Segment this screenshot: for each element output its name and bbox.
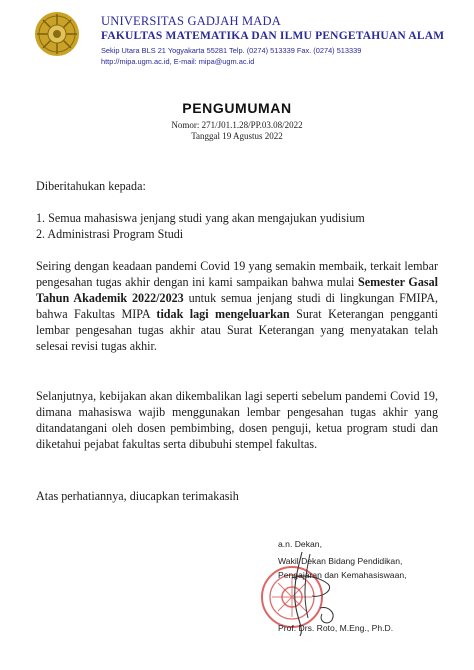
signature-on-behalf: a.n. Dekan, bbox=[278, 539, 322, 549]
bold-notice: tidak lagi mengeluarkan bbox=[156, 307, 290, 321]
paragraph-text: untuk semua jenjang studi di lingkungan FMIPA, bahwa Fakultas MIPA bbox=[36, 291, 438, 321]
ugm-logo-icon bbox=[33, 10, 81, 58]
bold-semester: Semester Gasal Tahun Akademik 2022/2023 bbox=[36, 275, 438, 305]
university-name: UNIVERSITAS GADJAH MADA bbox=[101, 14, 281, 28]
document-number: Nomor: 271/J01.1.28/PP.03.08/2022 bbox=[171, 120, 303, 130]
closing-line: Atas perhatiannya, diucapkan terimakasih bbox=[36, 489, 239, 503]
paragraph-text: Surat Keterangan pengganti lembar pengesahan tugas akhir atau Surat Keterangan yang menyatakan telah selesai revisi tugas akhir. bbox=[36, 307, 438, 353]
recipients-intro: Diberitahukan kepada: bbox=[36, 179, 146, 193]
recipient-item: 1. Semua mahasiswa jenjang studi yang akan mengajukan yudisium bbox=[36, 211, 365, 225]
document-title: PENGUMUMAN bbox=[182, 100, 292, 116]
document-date: Tanggal 19 Agustus 2022 bbox=[191, 131, 283, 141]
announcement-paragraph bbox=[36, 258, 438, 354]
signatory-name: Prof. Drs. Roto, M.Eng., Ph.D. bbox=[278, 623, 394, 633]
policy-paragraph: Selanjutnya, kebijakan akan dikembalikan lagi seperti sebelum pandemi Covid 19, dimana mahasiswa wajib menggunakan lembar pengesahan tugas akhir yang ditandatangani oleh dosen pembimbing, dosen penguji, ketua program studi dan diketahui pejabat fakultas serta dibubuhi stempel fakultas. bbox=[36, 389, 438, 451]
recipient-item: 2. Administrasi Program Studi bbox=[36, 227, 184, 241]
paragraph-text: Seiring dengan keadaan pandemi Covid 19 yang semakin membaik, terkait lembar pengesahan tugas akhir dengan ini kami sampaikan bahwa mulai bbox=[36, 259, 438, 289]
signature-position: Wakil Dekan Bidang Pendidikan, bbox=[278, 556, 403, 566]
signature-position-cont: Pengajaran dan Kemahasiswaan, bbox=[278, 570, 407, 580]
contact-line: http://mipa.ugm.ac.id, E-mail: mipa@ugm.ac.id bbox=[101, 57, 255, 66]
address-line: Sekip Utara BLS 21 Yogyakarta 55281 Telp. (0274) 513339 Fax. (0274) 513339 bbox=[101, 46, 362, 55]
faculty-name: FAKULTAS MATEMATIKA DAN ILMU PENGETAHUAN ALAM bbox=[101, 30, 445, 42]
